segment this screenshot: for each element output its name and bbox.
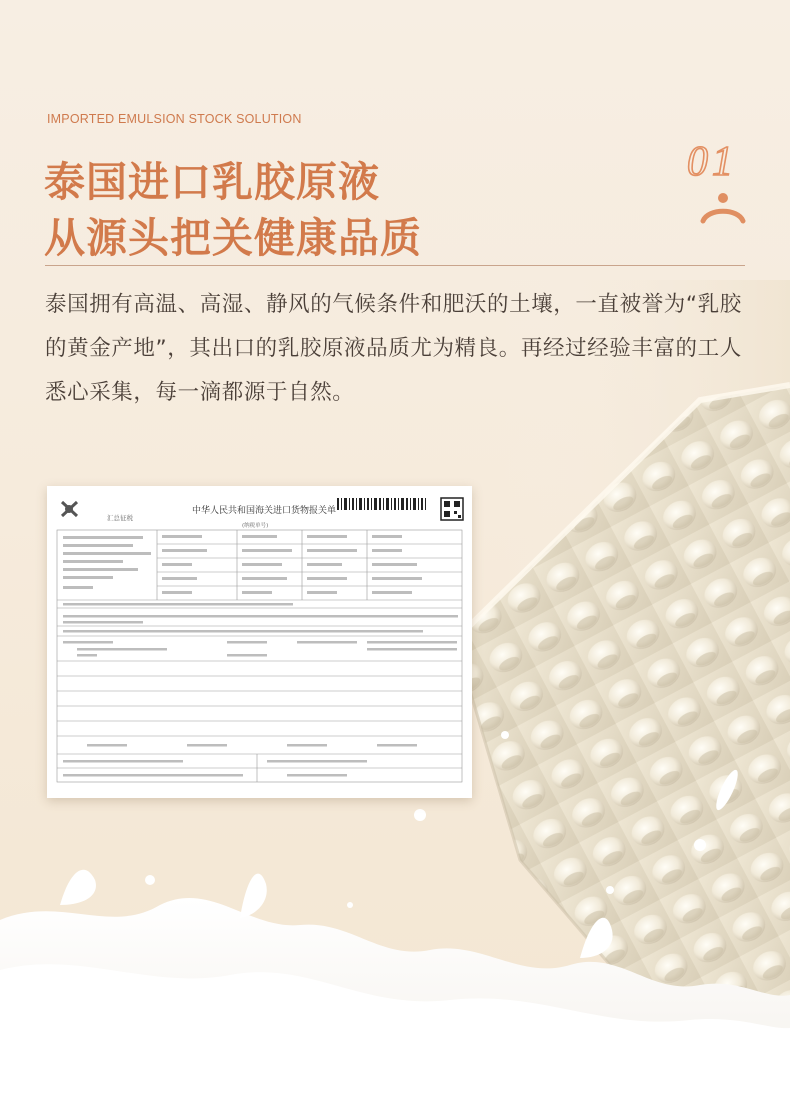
- customs-declaration-document: [47, 486, 472, 798]
- stamp-label: 汇总征税: [107, 514, 133, 522]
- page-title-line-1: 泰国进口乳胶原液: [44, 158, 380, 206]
- certificate-subheader: (纳税单号): [242, 523, 269, 529]
- barcode: [337, 498, 426, 510]
- qr-code: [441, 498, 463, 520]
- arch-icon: [700, 192, 746, 224]
- divider: [45, 265, 745, 266]
- page-title-line-2: 从源头把关健康品质: [44, 214, 422, 262]
- customs-form-graphic: [47, 486, 472, 798]
- description-text: 泰国拥有高温、高湿、静风的气候条件和肥沃的土壤，一直被誉为“乳胶的黄金产地”，其出口的乳胶原液品质尤为精良。再经过经验丰富的工人悉心采集，每一滴都源于自然。: [45, 292, 742, 405]
- subtitle-en: IMPORTED EMULSION STOCK SOLUTION: [47, 112, 302, 126]
- customs-emblem-icon: [62, 502, 77, 516]
- section-number: 01: [687, 139, 737, 185]
- certificate-title: 中华人民共和国海关进口货物报关单: [192, 506, 337, 516]
